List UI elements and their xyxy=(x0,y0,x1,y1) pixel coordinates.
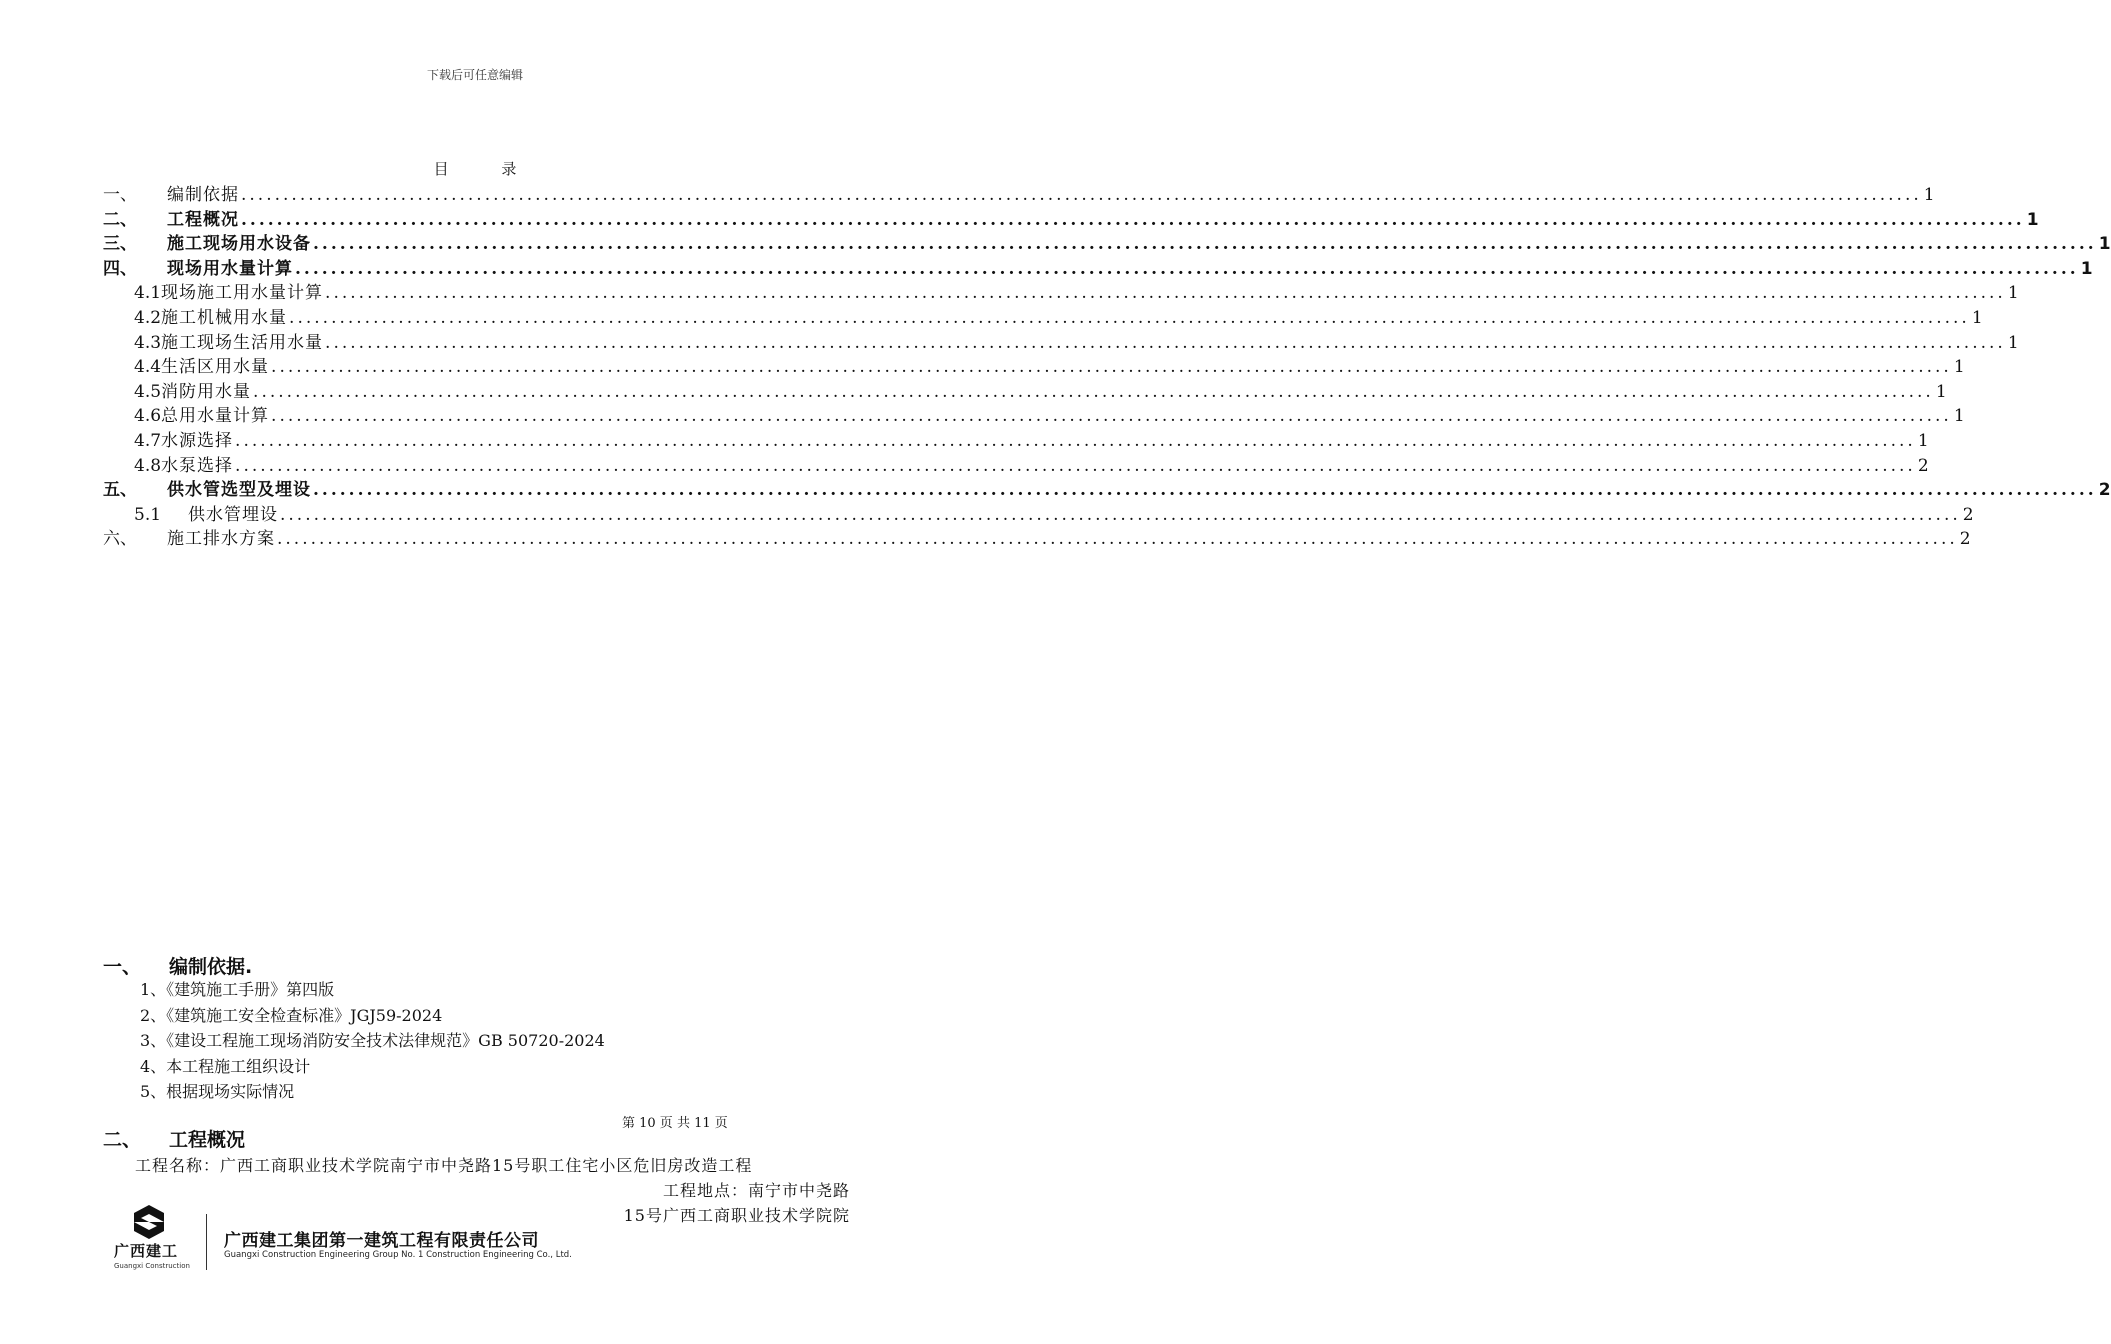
toc-leader-dots: ........................................................................................................................................................................................................ xyxy=(241,185,1922,205)
toc-entry[interactable] xyxy=(103,205,2039,230)
toc-leader-dots: ........................................................................................................................................................................................................ xyxy=(235,455,1916,476)
toc-entry-number: 4.3 xyxy=(134,332,162,353)
company-name-english: Guangxi Construction Engineering Group No. 1 Construction Engineering Co., Ltd. xyxy=(224,1250,572,1260)
toc-entry[interactable] xyxy=(103,180,1935,205)
toc-entry-page: 1 xyxy=(2007,283,2019,304)
toc-title: 目 录 xyxy=(433,160,541,178)
logo-chinese-text: 广西建工 xyxy=(114,1242,179,1260)
toc-leader-dots: ........................................................................................................................................................................................................ xyxy=(241,209,2025,230)
toc-entry[interactable] xyxy=(103,451,1929,476)
project-location-line-1: 工程地点：南宁市中尧路 xyxy=(662,1181,850,1200)
toc-entry-title: 施工现场生活用水量 xyxy=(161,332,324,353)
toc-entry-title: 生活区用水量 xyxy=(161,357,270,378)
page-number: 第 10 页 共 11 页 xyxy=(622,1116,728,1131)
toc-entry-number: 4.8 xyxy=(134,455,162,476)
toc-entry[interactable] xyxy=(103,426,1929,451)
toc-leader-dots: ........................................................................................................................................................................................................ xyxy=(235,430,1916,451)
section-1-title: 编制依据. xyxy=(169,956,253,978)
toc-entry-page: 1 xyxy=(2098,234,2111,255)
toc-entry[interactable] xyxy=(103,328,2019,353)
toc-entry-title: 现场施工用水量计算 xyxy=(161,283,324,304)
toc-entry-title: 水源选择 xyxy=(161,430,234,451)
toc-entry-number: 四、 xyxy=(103,258,137,279)
toc-entry-page: 1 xyxy=(1953,406,1965,427)
toc-entry-page: 1 xyxy=(1971,307,1983,328)
toc-entry-title: 施工现场用水设备 xyxy=(167,234,311,255)
toc-entry-page: 1 xyxy=(1923,185,1935,205)
table-of-contents xyxy=(103,180,2111,550)
toc-entry-title: 消防用水量 xyxy=(161,381,252,402)
toc-entry-title: 供水管选型及埋设 xyxy=(167,480,311,501)
toc-entry-title: 供水管埋设 xyxy=(188,504,278,525)
toc-entry[interactable] xyxy=(103,500,1974,525)
section-2-heading xyxy=(103,1125,245,1152)
toc-entry-page: 2 xyxy=(1962,504,1974,525)
toc-leader-dots: ........................................................................................................................................................................................................ xyxy=(295,258,2079,279)
toc-entry-page: 1 xyxy=(1917,430,1929,451)
basis-list xyxy=(140,977,605,1105)
company-logo-icon xyxy=(132,1204,166,1240)
toc-leader-dots: ........................................................................................................................................................................................................ xyxy=(271,357,1952,378)
toc-entry-number: 4.4 xyxy=(134,357,162,378)
section-1-number: 一、 xyxy=(103,956,142,978)
toc-entry-title: 编制依据 xyxy=(167,185,239,205)
toc-entry-title: 水泵选择 xyxy=(161,455,234,476)
toc-entry-number: 一、 xyxy=(103,185,137,205)
toc-entry-title: 现场用水量计算 xyxy=(167,258,293,279)
logo-english-text: Guangxi Construction xyxy=(114,1262,190,1270)
toc-leader-dots: ........................................................................................................................................................................................................ xyxy=(277,529,1958,550)
toc-entry[interactable] xyxy=(103,254,2093,279)
basis-item: 1、《建筑施工手册》第四版 xyxy=(140,980,335,999)
toc-entry-page: 2 xyxy=(2098,480,2111,501)
toc-entry-number: 4.7 xyxy=(134,430,162,451)
toc-entry-page: 1 xyxy=(2026,209,2039,230)
toc-entry-page: 1 xyxy=(1953,357,1965,378)
section-2-title: 工程概况 xyxy=(169,1129,246,1151)
section-2-number: 二、 xyxy=(103,1129,142,1151)
toc-entry-number: 三、 xyxy=(103,234,137,255)
toc-leader-dots: ........................................................................................................................................................................................................ xyxy=(313,480,2097,501)
toc-leader-dots: ........................................................................................................................................................................................................ xyxy=(325,283,2006,304)
toc-leader-dots: ........................................................................................................................................................................................................ xyxy=(271,406,1952,427)
toc-leader-dots: ........................................................................................................................................................................................................ xyxy=(313,234,2097,255)
company-footer xyxy=(110,1200,590,1275)
toc-entry-title: 施工排水方案 xyxy=(167,529,275,550)
toc-entry-number: 六、 xyxy=(103,529,137,550)
toc-entry-number: 4.6 xyxy=(134,406,162,427)
toc-entry-number: 五、 xyxy=(103,480,137,501)
toc-leader-dots: ........................................................................................................................................................................................................ xyxy=(325,332,2006,353)
toc-entry-number: 4.1 xyxy=(134,283,162,304)
toc-entry-number: 4.5 xyxy=(134,381,162,402)
toc-entry[interactable] xyxy=(103,475,2111,501)
toc-entry-page: 2 xyxy=(1959,529,1971,550)
toc-entry-number: 二、 xyxy=(103,209,137,230)
company-name-chinese: 广西建工集团第一建筑工程有限责任公司 xyxy=(224,1231,539,1251)
toc-leader-dots: ........................................................................................................................................................................................................ xyxy=(280,504,1961,525)
toc-entry-page: 2 xyxy=(1917,455,1929,476)
basis-item: 2、《建筑施工安全检查标准》JGJ59-2024 xyxy=(140,1005,443,1025)
toc-entry[interactable] xyxy=(103,229,2111,255)
basis-item: 5、根据现场实际情况 xyxy=(140,1082,295,1101)
toc-entry[interactable] xyxy=(103,352,1965,378)
toc-entry-number: 5.1 xyxy=(134,504,162,525)
project-name: 工程名称：广西工商职业技术学院南宁市中尧路15号职工住宅小区危旧房改造工程 xyxy=(135,1156,753,1175)
toc-entry[interactable] xyxy=(103,377,1947,402)
toc-entry[interactable] xyxy=(103,278,2019,304)
toc-entry-page: 1 xyxy=(2080,258,2093,279)
toc-entry[interactable] xyxy=(103,303,1983,328)
basis-item: 3、《建设工程施工现场消防安全技术法律规范》GB 50720-2024 xyxy=(140,1031,605,1050)
section-1-heading xyxy=(103,952,252,979)
toc-entry[interactable] xyxy=(103,401,1965,427)
toc-entry-number: 4.2 xyxy=(134,307,162,328)
toc-entry-page: 1 xyxy=(1935,381,1947,402)
header-note: 下载后可任意编辑 xyxy=(426,68,523,82)
toc-entry-page: 1 xyxy=(2007,332,2019,353)
toc-leader-dots: ........................................................................................................................................................................................................ xyxy=(289,307,1970,328)
project-location-line-2: 15号广西工商职业技术学院院 xyxy=(623,1206,850,1225)
toc-leader-dots: ........................................................................................................................................................................................................ xyxy=(253,381,1934,402)
toc-entry-title: 施工机械用水量 xyxy=(161,307,288,328)
toc-entry-title: 总用水量计算 xyxy=(161,406,270,427)
basis-item: 4、本工程施工组织设计 xyxy=(140,1056,311,1076)
toc-entry[interactable] xyxy=(103,524,1971,550)
toc-entry-title: 工程概况 xyxy=(167,209,239,230)
logo-divider xyxy=(206,1214,207,1270)
